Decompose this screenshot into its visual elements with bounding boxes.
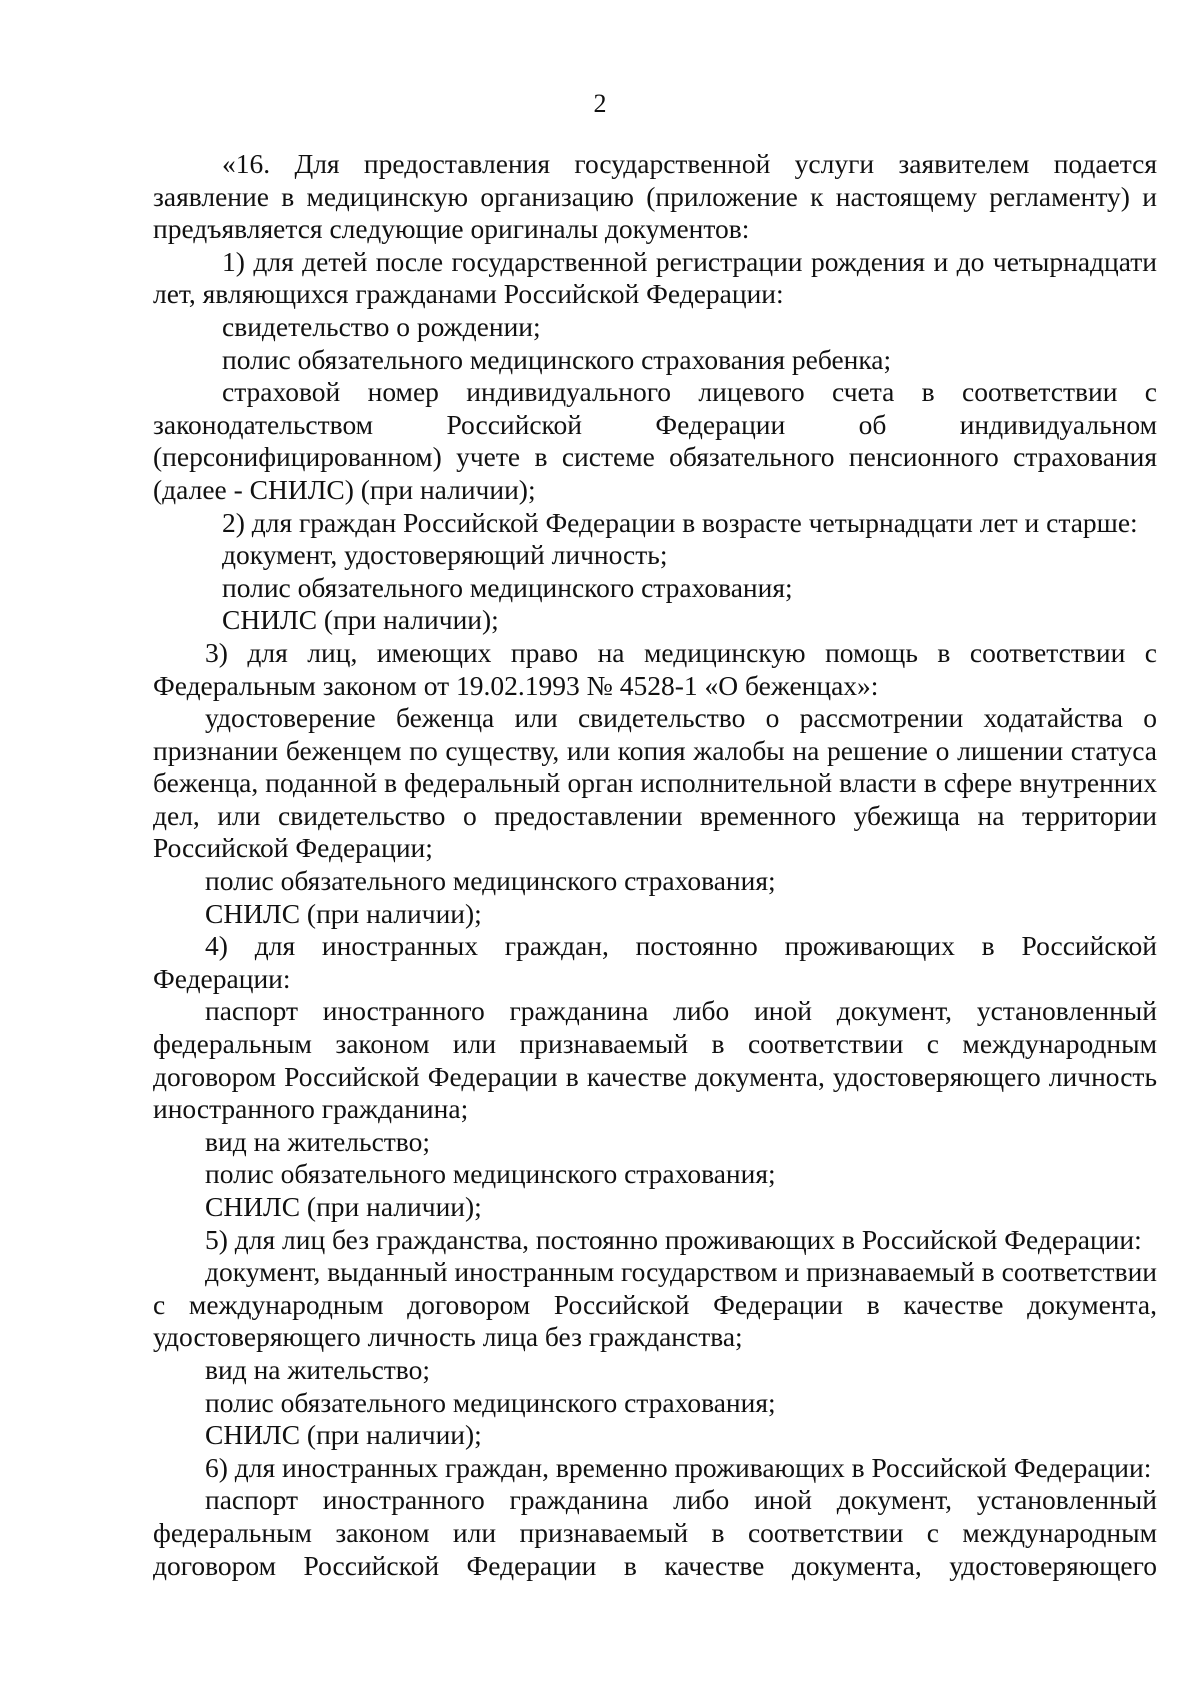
paragraph: полис обязательного медицинского страхования ребенка;	[222, 343, 892, 375]
paragraph: 6) для иностранных граждан, временно проживающих в Российской Федерации:	[205, 1451, 1152, 1483]
paragraph: 2) для граждан Российской Федерации в возрасте четырнадцати лет и старше:	[222, 506, 1138, 538]
paragraph: документ, выданный иностранным государством и признаваемый в соответствии с международным договором Российской Федерации в качестве документа, удостоверяющего личность лица без гражданства;	[153, 1256, 1157, 1353]
paragraph: свидетельство о рождении;	[222, 310, 541, 342]
document-body	[153, 148, 1157, 1582]
paragraph: СНИЛС (при наличии);	[222, 604, 499, 636]
paragraph: удостоверение беженца или свидетельство о рассмотрении ходатайства о признании беженцем по существу, или копия жалобы на решение о лишении статуса беженца, поданной в федеральный орган исполнительной власти в сфере внутренних дел, или свидетельство о предоставлении временного убежища на территории Российской Федерации;	[153, 702, 1157, 864]
paragraph: 3) для лиц, имеющих право на медицинскую помощь в соответствии с Федеральным законом от 19.02.1993 № 4528-1 «О беженцах»:	[153, 636, 1157, 701]
paragraph: паспорт иностранного гражданина либо иной документ, установленный федеральным законом или признаваемый в соответствии с международным договором Российской Федерации в качестве документа, удостоверяющего	[153, 1484, 1157, 1581]
paragraph: СНИЛС (при наличии);	[205, 1419, 482, 1451]
paragraph: «16. Для предоставления государственной услуги заявителем подается заявление в медицинскую организацию (приложение к настоящему регламенту) и предъявляется следующие оригиналы документов:	[153, 148, 1157, 245]
paragraph: 1) для детей после государственной регистрации рождения и до четырнадцати лет, являющихся гражданами Российской Федерации:	[153, 245, 1157, 310]
paragraph: вид на жительство;	[205, 1125, 430, 1157]
paragraph: 5) для лиц без гражданства, постоянно проживающих в Российской Федерации:	[205, 1223, 1142, 1255]
paragraph: вид на жительство;	[205, 1353, 430, 1385]
paragraph: СНИЛС (при наличии);	[205, 1191, 482, 1222]
paragraph: 4) для иностранных граждан, постоянно проживающих в Российской Федерации:	[153, 930, 1157, 994]
paragraph: паспорт иностранного гражданина либо иной документ, установленный федеральным законом или признаваемый в соответствии с международным договором Российской Федерации в качестве документа, удостоверяющего личность иностранного гражданина;	[153, 995, 1157, 1125]
page-number: 2	[593, 89, 607, 118]
paragraph: документ, удостоверяющий личность;	[222, 539, 668, 571]
paragraph: полис обязательного медицинского страхования;	[205, 1158, 776, 1190]
paragraph: полис обязательного медицинского страхования;	[205, 1386, 776, 1418]
paragraph: СНИЛС (при наличии);	[205, 897, 482, 929]
paragraph: страховой номер индивидуального лицевого счета в соответствии с законодательством Российской Федерации об индивидуальном (персонифицированном) учете в системе обязательного пенсионного страхования (далее - СНИЛС) (при наличии);	[153, 376, 1157, 505]
paragraph: полис обязательного медицинского страхования;	[222, 571, 793, 603]
paragraph: полис обязательного медицинского страхования;	[205, 865, 776, 897]
